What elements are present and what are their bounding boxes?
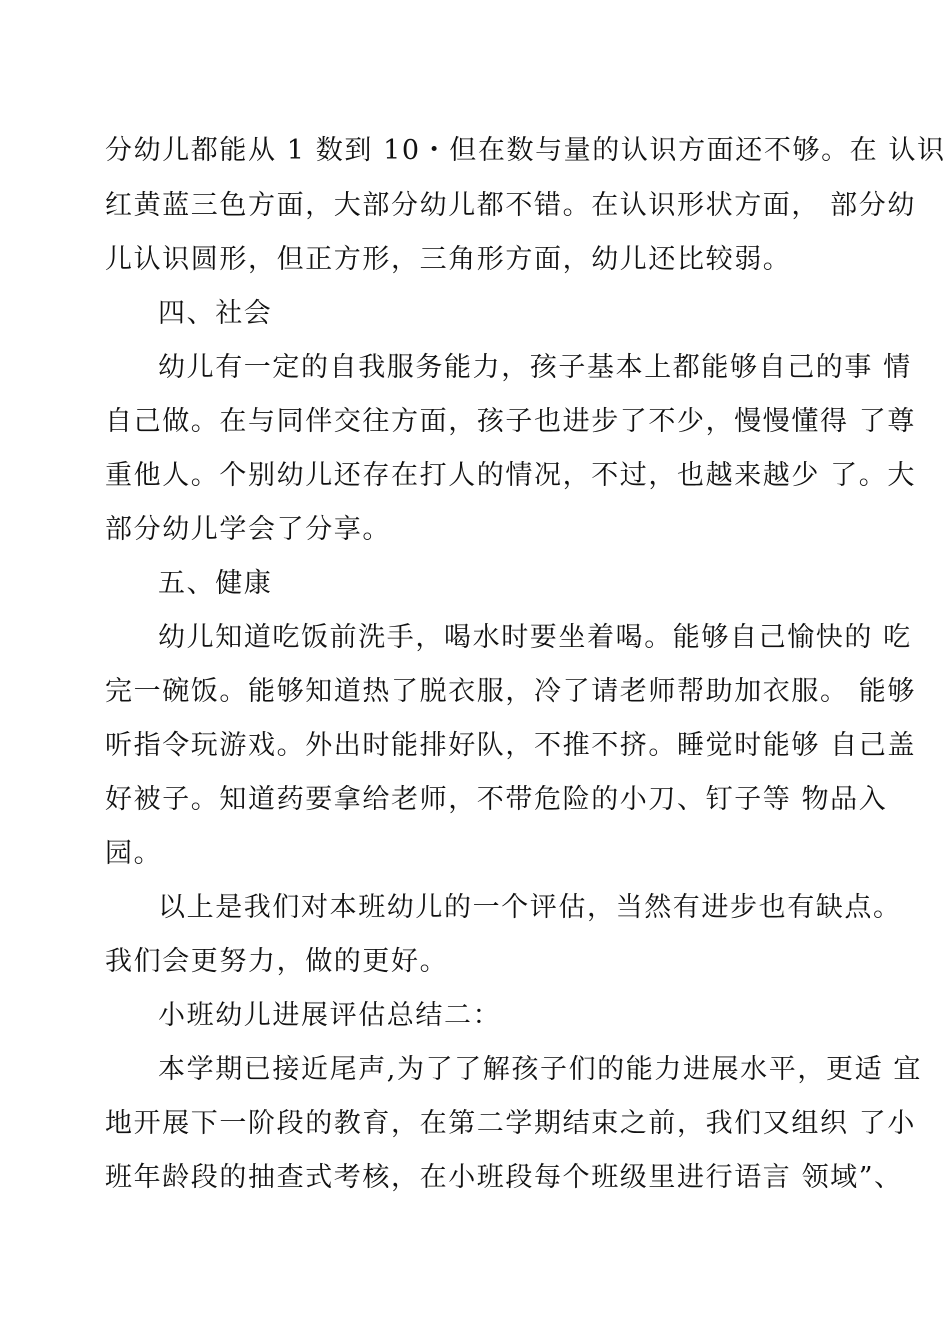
section-heading-social: 四、社会	[158, 298, 273, 329]
text-line: 园。	[105, 838, 163, 869]
subheading-summary-two: 小班幼儿进展评估总结二：	[158, 1000, 502, 1031]
text-line: 本学期已接近尾声,为了了解孩子们的能力进展水平，更适 宜	[158, 1054, 922, 1085]
text-line: 班年龄段的抽查式考核，在小班段每个班级里进行语言 领域”、	[105, 1162, 903, 1193]
text-line: 红黄蓝三色方面，大部分幼儿都不错。在认识形状方面， 部分幼	[105, 190, 916, 221]
text-line: 好被子。知道药要拿给老师，不带危险的小刀、钉子等 物品入	[105, 784, 888, 815]
text-line: 儿认识圆形，但正方形，三角形方面，幼儿还比较弱。	[105, 244, 792, 275]
text-line: 完一碗饭。能够知道热了脱衣服，冷了请老师帮助加衣服。 能够	[105, 676, 916, 707]
text-line: 幼儿知道吃饭前洗手，喝水时要坐着喝。能够自己愉快的 吃	[158, 622, 912, 653]
text-line: 分幼儿都能从 1 数到 10・但在数与量的认识方面还不够。在 认识	[105, 135, 946, 166]
text-line: 我们会更努力，做的更好。	[105, 946, 449, 977]
text-line: 以上是我们对本班幼儿的一个评估，当然有进步也有缺点。	[158, 892, 902, 923]
text-line: 听指令玩游戏。外出时能排好队，不推不挤。睡觉时能够 自己盖	[105, 730, 916, 761]
text-line: 重他人。个别幼儿还存在打人的情况，不过，也越来越少 了。大	[105, 460, 916, 491]
text-line: 地开展下一阶段的教育，在第二学期结束之前，我们又组织 了小	[105, 1108, 916, 1139]
text-line: 幼儿有一定的自我服务能力，孩子基本上都能够自己的事 情	[158, 352, 912, 383]
text-line: 自己做。在与同伴交往方面，孩子也进步了不少，慢慢懂得 了尊	[105, 406, 916, 437]
text-line: 部分幼儿学会了分享。	[105, 514, 391, 545]
section-heading-health: 五、健康	[158, 568, 273, 599]
